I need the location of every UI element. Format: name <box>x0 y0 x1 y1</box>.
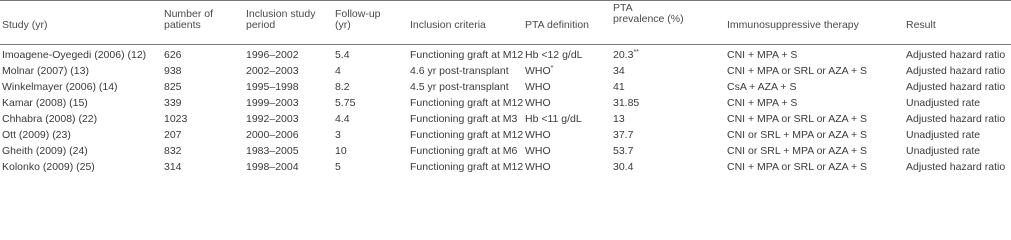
cell-result: Unadjusted rate <box>906 145 981 157</box>
cell-period: 1992–2003 <box>246 113 299 125</box>
cell-therapy: CNI + MPA or SRL or AZA + S <box>727 161 868 173</box>
header-pta-definition: PTA definition <box>525 19 590 31</box>
header-result: Result <box>906 19 936 31</box>
cell-therapy: CNI + MPA or SRL or AZA + S <box>727 65 868 77</box>
table-body <box>0 47 1011 175</box>
header-number-line1: Number of <box>164 8 214 20</box>
cell-prevalence: 34 <box>613 65 625 77</box>
header-follow-line2: (yr) <box>335 19 351 31</box>
header-number-of-patients <box>164 9 213 31</box>
cell-result: Adjusted hazard ratio <box>906 113 1006 125</box>
cell-result: Adjusted hazard ratio <box>906 81 1006 93</box>
cell-therapy: CsA + AZA + S <box>727 81 797 93</box>
cell-period: 2000–2006 <box>246 129 299 141</box>
cell-result: Adjusted hazard ratio <box>906 49 1006 61</box>
table-row <box>0 127 1011 143</box>
table-row <box>0 79 1011 95</box>
definition-value: WHO <box>525 65 551 77</box>
cell-result: Unadjusted rate <box>906 129 981 141</box>
header-follow-up <box>335 9 381 31</box>
cell-therapy: CNI or SRL + MPA or AZA + S <box>727 145 868 157</box>
cell-definition: Hb <11 g/dL <box>525 113 582 125</box>
cell-prevalence: 41 <box>613 81 625 93</box>
definition-footnote-mark: * <box>550 65 554 72</box>
cell-period: 1999–2003 <box>246 97 299 109</box>
cell-prevalence <box>613 49 639 61</box>
header-pta-prevalence <box>613 3 684 25</box>
header-inclusion-period <box>246 9 315 31</box>
cell-followup: 4 <box>335 65 341 77</box>
cell-study: Winkelmayer (2006) (14) <box>2 81 118 93</box>
cell-prevalence: 13 <box>613 113 625 125</box>
cell-followup: 3 <box>335 129 341 141</box>
cell-therapy: CNI + MPA + S <box>727 97 798 109</box>
table-row <box>0 63 1011 79</box>
header-study: Study (yr) <box>2 19 48 31</box>
cell-number: 207 <box>164 129 182 141</box>
table-row <box>0 159 1011 175</box>
cell-study: Ott (2009) (23) <box>2 129 71 141</box>
cell-period: 1983–2005 <box>246 145 299 157</box>
cell-definition: Hb <12 g/dL <box>525 49 583 61</box>
header-number-line2: patients <box>164 19 201 31</box>
cell-criteria: Functioning graft at M3 <box>410 113 518 125</box>
cell-definition: WHO <box>525 129 551 141</box>
cell-study: Imoagene-Oyegedi (2006) (12) <box>2 49 147 61</box>
cell-result: Adjusted hazard ratio <box>906 65 1006 77</box>
header-period-line2: period <box>246 19 276 31</box>
cell-followup: 5.75 <box>335 97 356 109</box>
cell-criteria: Functioning graft at M12 <box>410 97 524 109</box>
header-bottom-rule <box>0 44 1011 45</box>
cell-criteria: Functioning graft at M12 <box>410 161 524 173</box>
cell-period: 1996–2002 <box>246 49 299 61</box>
header-prevalence-line1: PTA <box>613 2 633 14</box>
cell-definition <box>525 65 553 77</box>
cell-study: Gheith (2009) (24) <box>2 145 88 157</box>
table-row <box>0 111 1011 127</box>
cell-number: 314 <box>164 161 182 173</box>
cell-followup: 4.4 <box>335 113 350 125</box>
cell-criteria: 4.6 yr post-transplant <box>410 65 509 77</box>
cell-criteria: Functioning graft at M6 <box>410 145 518 157</box>
table-row <box>0 47 1011 63</box>
table-header <box>0 0 1011 46</box>
cell-definition: WHO <box>525 145 551 157</box>
cell-study: Chhabra (2008) (22) <box>2 113 98 125</box>
cell-prevalence: 30.4 <box>613 161 634 173</box>
cell-definition: WHO <box>525 161 551 173</box>
cell-study: Kamar (2008) (15) <box>2 97 88 109</box>
cell-study: Molnar (2007) (13) <box>2 65 89 77</box>
cell-result: Adjusted hazard ratio <box>906 161 1006 173</box>
cell-prevalence: 53.7 <box>613 145 634 157</box>
cell-result: Unadjusted rate <box>906 97 981 109</box>
cell-number: 626 <box>164 49 182 61</box>
cell-followup: 8.2 <box>335 81 350 93</box>
cell-number: 1023 <box>164 113 188 125</box>
cell-period: 1998–2004 <box>246 161 299 173</box>
prevalence-footnote-mark: ** <box>633 49 639 56</box>
prevalence-value: 20.3 <box>613 49 634 61</box>
header-inclusion-criteria: Inclusion criteria <box>410 19 486 31</box>
cell-therapy: CNI or SRL + MPA or AZA + S <box>727 129 868 141</box>
cell-followup: 5.4 <box>335 49 350 61</box>
cell-therapy: CNI + MPA + S <box>727 49 798 61</box>
header-follow-line1: Follow-up <box>335 8 381 20</box>
cell-number: 832 <box>164 145 182 157</box>
cell-prevalence: 37.7 <box>613 129 634 141</box>
table-row <box>0 143 1011 159</box>
cell-study: Kolonko (2009) (25) <box>2 161 95 173</box>
cell-number: 825 <box>164 81 182 93</box>
cell-criteria: 4.5 yr post-transplant <box>410 81 509 93</box>
cell-period: 1995–1998 <box>246 81 299 93</box>
table-row <box>0 95 1011 111</box>
cell-definition: WHO <box>525 81 551 93</box>
cell-followup: 10 <box>335 145 347 157</box>
header-immunosuppressive-therapy: Immunosuppressive therapy <box>727 19 859 31</box>
cell-number: 938 <box>164 65 182 77</box>
cell-prevalence: 31.85 <box>613 97 640 109</box>
cell-period: 2002–2003 <box>246 65 299 77</box>
cell-criteria: Functioning graft at M12 <box>410 129 524 141</box>
cell-followup: 5 <box>335 161 341 173</box>
header-period-line1: Inclusion study <box>246 8 316 20</box>
cell-therapy: CNI + MPA or SRL or AZA + S <box>727 113 868 125</box>
header-prevalence-line2: prevalence (%) <box>613 13 684 25</box>
cell-number: 339 <box>164 97 182 109</box>
cell-criteria: Functioning graft at M12 <box>410 49 524 61</box>
cell-definition: WHO <box>525 97 551 109</box>
